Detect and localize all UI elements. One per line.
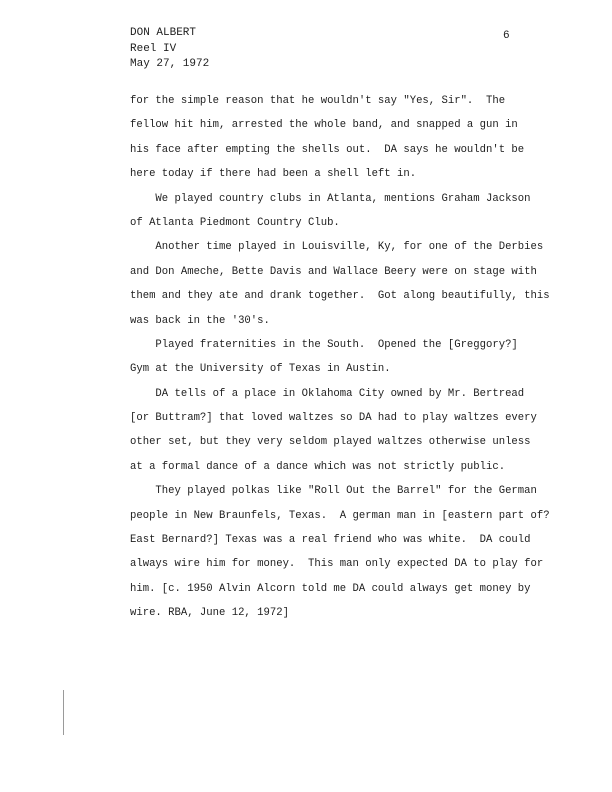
text-line: DA tells of a place in Oklahoma City owned by Mr. Bertread bbox=[130, 387, 525, 400]
text-line: of Atlanta Piedmont Country Club. bbox=[130, 216, 340, 229]
text-line: was back in the '30's. bbox=[130, 314, 270, 327]
transcript-body bbox=[130, 89, 560, 626]
text-line: and Don Ameche, Bette Davis and Wallace Beery were on stage with bbox=[130, 265, 537, 278]
interview-date: May 27, 1972 bbox=[130, 58, 210, 70]
text-line: wire. RBA, June 12, 1972] bbox=[130, 607, 289, 620]
text-line: Another time played in Louisville, Ky, for one of the Derbies bbox=[130, 241, 544, 254]
text-line: his face after empting the shells out. DA says he wouldn't be bbox=[130, 143, 525, 156]
interviewee-name: DON ALBERT bbox=[130, 27, 197, 39]
page-number: 6 bbox=[503, 30, 510, 42]
text-line: other set, but they very seldom played waltzes otherwise unless bbox=[130, 436, 531, 449]
text-line: We played country clubs in Atlanta, mentions Graham Jackson bbox=[130, 192, 531, 205]
page-header bbox=[130, 26, 209, 73]
text-line: always wire him for money. This man only expected DA to play for bbox=[130, 558, 544, 571]
text-line: They played polkas like "Roll Out the Barrel" for the German bbox=[130, 485, 537, 498]
text-line: them and they ate and drank together. Got along beautifully, this bbox=[130, 290, 550, 303]
margin-mark bbox=[63, 690, 64, 735]
text-line: at a formal dance of a dance which was not strictly public. bbox=[130, 460, 506, 473]
text-line: [or Buttram?] that loved waltzes so DA had to play waltzes every bbox=[130, 412, 537, 425]
text-line: people in New Braunfels, Texas. A german man in [eastern part of? bbox=[130, 509, 550, 522]
text-line: Played fraternities in the South. Opened the [Greggory?] bbox=[130, 338, 518, 351]
text-line: him. [c. 1950 Alvin Alcorn told me DA could always get money by bbox=[130, 582, 531, 595]
text-line: for the simple reason that he wouldn't say "Yes, Sir". The bbox=[130, 95, 506, 107]
text-line: East Bernard?] Texas was a real friend who was white. DA could bbox=[130, 534, 531, 547]
reel-label: Reel IV bbox=[130, 42, 177, 55]
text-line: Gym at the University of Texas in Austin. bbox=[130, 363, 391, 376]
text-line: here today if there had been a shell left in. bbox=[130, 168, 417, 181]
text-line: fellow hit him, arrested the whole band, and snapped a gun in bbox=[130, 119, 518, 132]
